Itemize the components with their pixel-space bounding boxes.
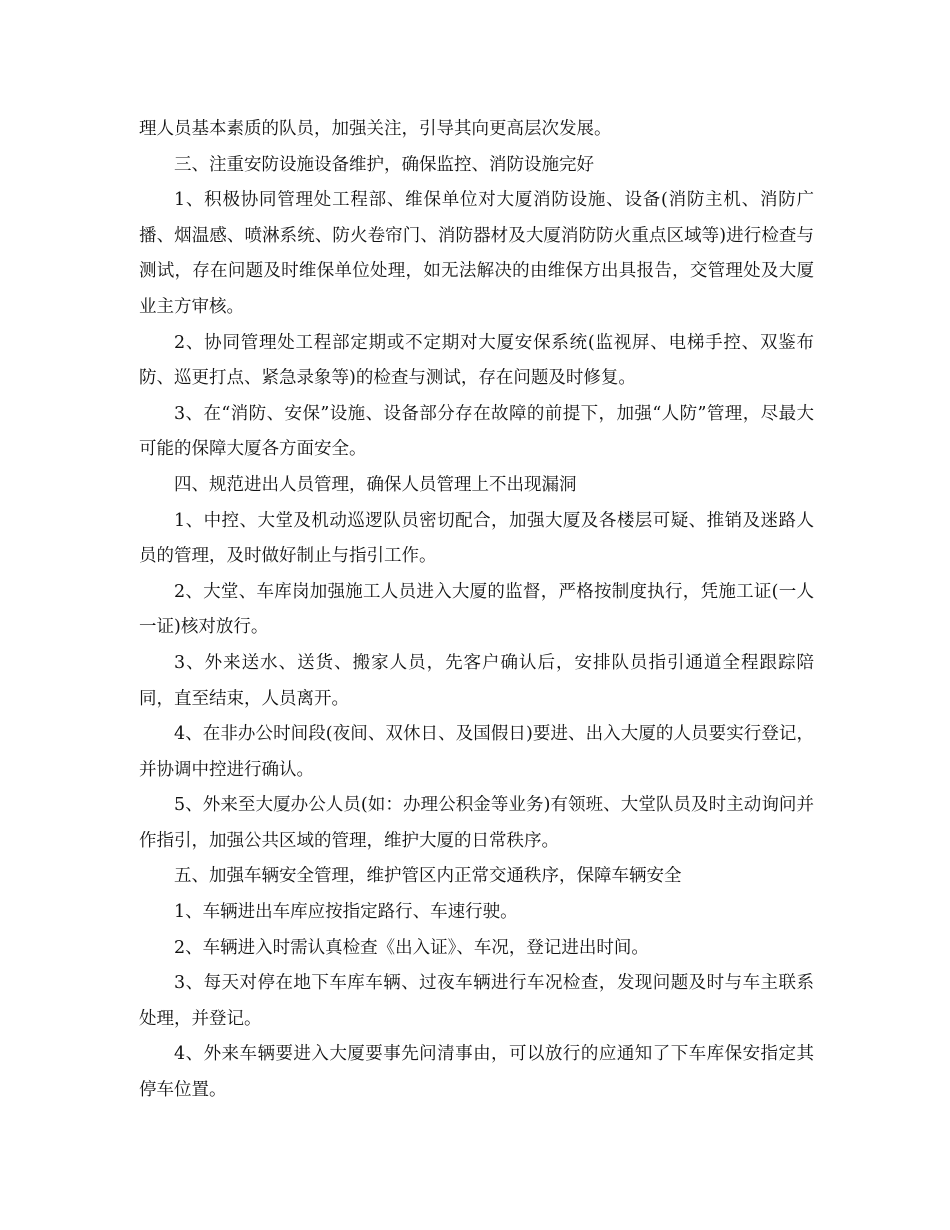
paragraph-5-3: 3、每天对停在地下车库车辆、过夜车辆进行车况检查，发现问题及时与车主联系处理，并登记。	[139, 973, 814, 1029]
paragraph-3-1: 1、积极协同管理处工程部、维保单位对大厦消防设施、设备(消防主机、消防广播、烟温感、喷淋系统、防火卷帘门、消防器材及大厦消防防火重点区域等)进行检查与测试，存在问题及时维保单位处理，如无法解决的由维保方出具报告，交管理处及大厦业主方审核。	[139, 190, 814, 317]
paragraph-continuation: 理人员基本素质的队员，加强关注，引导其向更高层次发展。	[139, 119, 612, 139]
paragraph-5-2: 2、车辆进入时需认真检查《出入证》、车况，登记进出时间。	[174, 937, 649, 958]
document-page	[139, 112, 814, 1109]
paragraph-3-2: 2、协同管理处工程部定期或不定期对大厦安保系统(监视屏、电梯手控、双鉴布防、巡更打点、紧急录象等)的检查与测试，存在问题及时修复。	[139, 332, 814, 389]
paragraph-4-3: 3、外来送水、送货、搬家人员，先客户确认后，安排队员指引通道全程跟踪陪同，直至结束，人员离开。	[139, 652, 814, 709]
paragraph-4-2: 2、大堂、车库岗加强施工人员进入大厦的监督，严格按制度执行，凭施工证(一人一证)核对放行。	[139, 581, 814, 638]
section-heading-3: 三、注重安防设施设备维护，确保监控、消防设施完好	[174, 154, 594, 175]
section-heading-4: 四、规范进出人员管理，确保人员管理上不出现漏洞	[174, 474, 577, 495]
paragraph-5-1: 1、车辆进出车库应按指定路行、车速行驶。	[174, 902, 518, 923]
paragraph-4-5: 5、外来至大厦办公人员(如：办理公积金等业务)有领班、大堂队员及时主动询问并作指引，加强公共区域的管理，维护大厦的日常秩序。	[139, 795, 814, 851]
paragraph-5-4: 4、外来车辆要进入大厦要事先问清事由，可以放行的应通知了下车库保安指定其停车位置。	[139, 1044, 814, 1101]
paragraph-4-4: 4、在非办公时间段(夜间、双休日、及国假日)要进、出入大厦的人员要实行登记，并协调中控进行确认。	[139, 724, 814, 780]
section-heading-5: 五、加强车辆安全管理，维护管区内正常交通秩序，保障车辆安全	[174, 866, 682, 887]
paragraph-4-1: 1、中控、大堂及机动巡逻队员密切配合，加强大厦及各楼层可疑、推销及迷路人员的管理，及时做好制止与指引工作。	[139, 510, 814, 567]
paragraph-3-3: 3、在“消防、安保”设施、设备部分存在故障的前提下，加强“人防”管理，尽最大可能的保障大厦各方面安全。	[139, 403, 814, 460]
